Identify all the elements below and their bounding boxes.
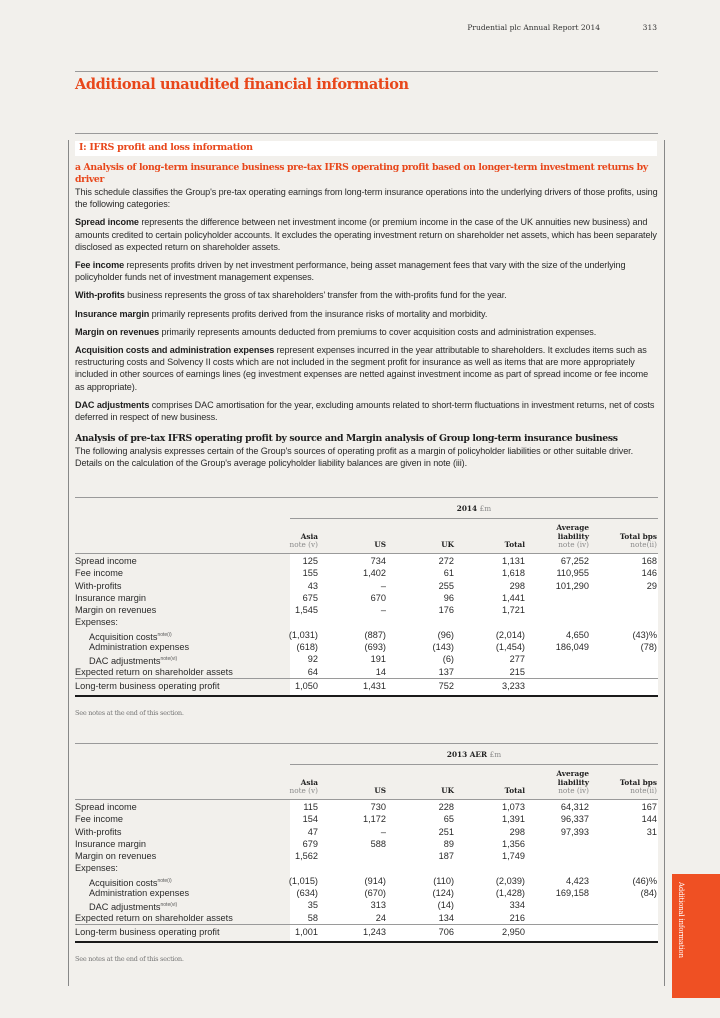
row-label-text: Fee income: [75, 568, 124, 579]
row-label-text: Spread income: [75, 556, 137, 566]
definition-text: represent expenses incurred in the year attributable to shareholders. It excludes items such as restructuring costs and Solvency II costs which are not included in the segment profit for insurance as well as items that are more appropriately included in other sources of earnings lines (eg investment expenses are netted against investment income as part of spread income or fee income as appropriate).: [75, 345, 649, 392]
table-body: [75, 554, 658, 678]
year-text: 2014: [456, 504, 478, 513]
year-label: [290, 504, 658, 513]
definition-text: primarily represents amounts deducted from premiums to cover acquisition costs and administration expenses.: [159, 326, 597, 337]
unit-label: £m: [479, 504, 492, 513]
column-label: US: [374, 786, 386, 796]
column-header: [258, 779, 318, 796]
page-title: Additional unaudited financial information: [75, 76, 409, 93]
cell-value: (46)%: [632, 875, 657, 886]
table-footnote: See notes at the end of this section.: [75, 954, 184, 963]
definition-term: DAC adjustments: [75, 399, 150, 410]
row-label: [89, 641, 189, 653]
cell-value: 675: [302, 592, 318, 603]
cell-value: 334: [509, 900, 525, 911]
cell-value: 89: [443, 838, 454, 849]
cell-value: 92: [307, 654, 318, 665]
divider: [75, 71, 658, 72]
cell-value: 251: [438, 826, 454, 837]
cell-value: 64: [307, 666, 318, 677]
column-header: [475, 787, 525, 796]
cell-value: 61: [443, 568, 454, 579]
total-row: [75, 678, 658, 697]
row-label: [75, 580, 121, 592]
column-header: [612, 779, 657, 796]
table-row: [75, 838, 658, 850]
cell-value: (110): [433, 875, 454, 886]
cell-value: 255: [438, 580, 454, 591]
table-row: [75, 592, 658, 604]
cell-value: 146: [641, 568, 657, 579]
column-header: [534, 524, 589, 550]
column-header: [612, 533, 657, 550]
definitions-list: [75, 216, 658, 423]
cell-value: (634): [296, 888, 318, 899]
cell-value: (914): [364, 875, 386, 886]
column-label: US: [374, 540, 386, 550]
definition-paragraph: [75, 326, 658, 338]
cell-value: 1,131: [502, 556, 525, 566]
total-label: Long-term business operating profit: [75, 926, 220, 937]
running-header: [0, 23, 720, 37]
definition-text: primarily represents profits derived from the insurance risks of mortality and morbidity.: [149, 308, 488, 319]
cell-value: 154: [302, 814, 318, 825]
page-number: 313: [642, 23, 657, 32]
row-label-text: Spread income: [75, 802, 137, 812]
definition-text: represents profits driven by net investment performance, being asset management fees that vary with the size of the underlying policyholder funds net of investment management expenses.: [75, 260, 626, 283]
row-label: [75, 801, 137, 813]
cell-value: 215: [509, 666, 525, 677]
table-row: [75, 850, 658, 862]
row-label-text: Expected return on shareholder assets: [75, 666, 233, 677]
table-2014: [75, 497, 658, 717]
subsection-heading: a Analysis of long-term insurance business pre-tax IFRS operating profit based on longer-term investment returns by driver: [75, 162, 648, 185]
row-note-ref: note(i): [157, 877, 172, 884]
row-label: [75, 912, 233, 924]
row-label: [75, 567, 123, 579]
column-note: note (iv): [558, 786, 589, 796]
row-label: [89, 887, 189, 899]
row-label-text: DAC adjustments: [89, 656, 161, 667]
year-text: 2013 AER: [446, 750, 488, 759]
cell-value: (43)%: [632, 629, 657, 640]
cell-value: 167: [641, 802, 657, 812]
row-label: [75, 666, 233, 678]
cell-value: 169,158: [555, 888, 589, 899]
column-label: Total: [504, 540, 525, 550]
row-label-text: Administration expenses: [89, 888, 190, 899]
cell-value: 1,391: [502, 814, 525, 825]
cell-value: 228: [438, 802, 454, 812]
row-label-text: Acquisition costs: [89, 631, 158, 642]
cell-value: (143): [432, 642, 454, 653]
definition-paragraph: [75, 399, 658, 423]
cell-value: (84): [640, 888, 657, 899]
cell-value: 137: [438, 666, 454, 677]
row-label-text: Expected return on shareholder assets: [75, 912, 233, 923]
cell-value: 1,721: [502, 605, 525, 616]
cell-value: 125: [302, 556, 318, 566]
row-note-ref: note(i): [157, 631, 172, 638]
row-label-text: Expenses:: [75, 863, 118, 874]
cell-value: (1,428): [495, 888, 525, 899]
row-label-text: Insurance margin: [75, 592, 146, 603]
row-label: [75, 813, 123, 825]
row-label: [75, 838, 146, 850]
cell-value: 187: [438, 851, 454, 862]
total-row: [75, 924, 658, 943]
row-label: [75, 616, 118, 628]
total-value: 2,950: [502, 926, 525, 937]
table-row: [75, 875, 658, 887]
cell-value: 31: [646, 826, 657, 837]
row-label-text: Insurance margin: [75, 838, 146, 849]
cell-value: 272: [438, 556, 454, 566]
total-value: 1,243: [363, 926, 386, 937]
row-label: [75, 555, 137, 567]
cell-value: (78): [640, 642, 657, 653]
cell-value: 216: [509, 912, 525, 923]
row-label: [75, 850, 156, 862]
cell-value: (887): [364, 629, 386, 640]
table-row: [75, 641, 658, 653]
definition-paragraph: [75, 308, 658, 320]
cell-value: 277: [509, 654, 525, 665]
table-row: [75, 616, 658, 628]
column-note: note(ii): [630, 786, 657, 796]
cell-value: 1,562: [295, 851, 318, 862]
column-header: [404, 541, 454, 550]
column-header: [475, 541, 525, 550]
column-note: note (iv): [558, 540, 589, 550]
table-row: [75, 813, 658, 825]
definition-term: Fee income: [75, 260, 125, 271]
cell-value: 4,650: [566, 629, 589, 640]
total-value: 1,050: [295, 680, 318, 691]
row-label: [75, 862, 118, 874]
definition-text: comprises DAC amortisation for the year, excluding amounts related to short-term fluctuations in investment returns, net of costs deferred in respect of new business.: [75, 399, 655, 423]
row-label-text: Margin on revenues: [75, 605, 157, 616]
cell-value: 186,049: [555, 642, 589, 653]
column-header: [534, 770, 589, 796]
table-row: [75, 899, 658, 911]
cell-value: 168: [641, 556, 657, 566]
cell-value: 29: [646, 580, 657, 591]
cell-value: –: [380, 580, 386, 591]
column-label: Average liability: [556, 769, 589, 787]
cell-value: 1,172: [363, 814, 386, 825]
publication-title: Prudential plc Annual Report 2014: [467, 23, 600, 32]
cell-value: 1,545: [295, 605, 318, 616]
table-2013: [75, 743, 658, 963]
table-row: [75, 653, 658, 665]
table-row: [75, 580, 658, 592]
cell-value: (14): [437, 900, 454, 911]
table-footnote: See notes at the end of this section.: [75, 708, 184, 717]
column-header: [336, 787, 386, 796]
total-value: 706: [438, 926, 454, 937]
cell-value: 58: [307, 912, 318, 923]
cell-value: (2,014): [495, 629, 525, 640]
cell-value: 47: [307, 826, 318, 837]
cell-value: 1,073: [502, 802, 525, 812]
year-header: [290, 498, 658, 519]
column-label: Average liability: [556, 523, 589, 541]
cell-value: 67,252: [560, 556, 589, 566]
cell-value: (6): [442, 654, 454, 665]
cell-value: 730: [370, 802, 386, 812]
definition-term: Margin on revenues: [75, 326, 160, 337]
definition-paragraph: [75, 344, 658, 393]
table-row: [75, 629, 658, 641]
cell-value: 14: [375, 666, 386, 677]
table-row: [75, 862, 658, 874]
cell-value: 43: [307, 580, 318, 591]
column-header: [336, 541, 386, 550]
table-row: [75, 567, 658, 579]
cell-value: 1,402: [363, 568, 386, 579]
cell-value: 670: [370, 592, 386, 603]
total-label: Long-term business operating profit: [75, 680, 220, 691]
definition-term: Insurance margin: [75, 308, 150, 319]
column-note: note (v): [289, 786, 318, 796]
row-label-text: Acquisition costs: [89, 877, 158, 888]
row-note-ref: note(vi): [160, 656, 178, 663]
side-tab-label: Additional information: [677, 882, 685, 958]
cell-value: 588: [370, 838, 386, 849]
row-label-text: With-profits: [75, 580, 122, 591]
column-label: UK: [441, 786, 454, 796]
definition-paragraph: [75, 289, 658, 301]
analysis-heading: Analysis of pre-tax IFRS operating profit by source and Margin analysis of Group long-term insurance business: [75, 433, 618, 445]
section-side-tab[interactable]: [672, 874, 720, 998]
cell-value: (2,039): [495, 875, 525, 886]
cell-value: 1,441: [502, 592, 525, 603]
cell-value: 155: [302, 568, 318, 579]
row-label-text: With-profits: [75, 826, 122, 837]
row-label: [75, 826, 121, 838]
cell-value: 65: [443, 814, 454, 825]
table-row: [75, 801, 658, 813]
row-label-text: Fee income: [75, 814, 124, 825]
definition-term: Spread income: [75, 217, 139, 228]
cell-value: 24: [375, 912, 386, 923]
row-label-text: Margin on revenues: [75, 851, 157, 862]
table-row: [75, 555, 658, 567]
cell-value: 298: [509, 826, 525, 837]
column-label: Total bps: [619, 777, 657, 787]
column-header: [404, 787, 454, 796]
cell-value: (618): [296, 642, 318, 653]
column-label: Asia: [300, 777, 318, 787]
column-header: [258, 533, 318, 550]
section-title: I: IFRS profit and loss information: [79, 142, 253, 153]
cell-value: 734: [370, 556, 386, 566]
column-label: Asia: [300, 531, 318, 541]
row-label: [75, 604, 156, 616]
cell-value: 144: [641, 814, 657, 825]
column-label: UK: [441, 540, 454, 550]
table-row: [75, 604, 658, 616]
row-label: [75, 592, 146, 604]
cell-value: 96: [443, 592, 454, 603]
cell-value: 191: [370, 654, 386, 665]
table-row: [75, 666, 658, 678]
column-note: note(ii): [630, 540, 657, 550]
cell-value: 298: [509, 580, 525, 591]
cell-value: 97,393: [560, 826, 589, 837]
total-value: 1,001: [295, 926, 318, 937]
analysis-intro: The following analysis expresses certain of the Group's sources of operating profit as a margin of policyholder liabilities or other suitable driver. Details on the calculation of the Group's average policyholder liability balances are given in note (iii).: [75, 446, 634, 469]
unit-label: £m: [489, 750, 502, 759]
definition-term: Acquisition costs and administration expenses: [75, 345, 275, 356]
definition-text: represents the difference between net investment income (or premium income in the case of the UK annuities new business) and amounts credited to certain policyholder accounts. It excludes the operating investment return on shareholder net assets, which has been separately disclosed as expected return on shareholder assets.: [75, 217, 657, 252]
cell-value: 64,312: [560, 802, 589, 812]
cell-value: 313: [370, 900, 386, 911]
intro-paragraph: This schedule classifies the Group's pre-tax operating earnings from long-term insurance operations into the underlying drivers of those profits, using the following categories:: [75, 187, 658, 210]
cell-value: (1,454): [495, 642, 525, 653]
cell-value: (1,015): [288, 875, 318, 886]
table-row: [75, 887, 658, 899]
section-heading-band: [75, 141, 657, 156]
total-value: 3,233: [502, 680, 525, 691]
cell-value: 1,749: [502, 851, 525, 862]
cell-value: (670): [364, 888, 386, 899]
column-label: Total bps: [619, 531, 657, 541]
cell-value: 134: [438, 912, 454, 923]
text-content: [75, 162, 658, 476]
cell-value: 176: [438, 605, 454, 616]
cell-value: 101,290: [555, 580, 589, 591]
divider: [75, 133, 658, 134]
column-headers: [75, 519, 658, 554]
definition-paragraph: [75, 259, 658, 283]
cell-value: 4,423: [566, 875, 589, 886]
column-note: note (v): [289, 540, 318, 550]
table-row: [75, 826, 658, 838]
cell-value: (1,031): [288, 629, 318, 640]
definition-term: With-profits: [75, 290, 125, 301]
cell-value: 115: [303, 802, 318, 812]
cell-value: 96,337: [560, 814, 589, 825]
table-row: [75, 912, 658, 924]
cell-value: 35: [307, 900, 318, 911]
table-body: [75, 800, 658, 924]
year-header: [290, 744, 658, 765]
row-note-ref: note(vi): [160, 902, 178, 909]
row-label-text: DAC adjustments: [89, 902, 161, 913]
cell-value: –: [380, 605, 386, 616]
cell-value: (124): [432, 888, 454, 899]
column-headers: [75, 765, 658, 800]
cell-value: 679: [302, 838, 318, 849]
cell-value: (96): [437, 629, 454, 640]
column-label: Total: [504, 786, 525, 796]
cell-value: (693): [364, 642, 386, 653]
year-label: [290, 750, 658, 759]
cell-value: –: [380, 826, 386, 837]
definition-paragraph: [75, 216, 658, 253]
total-value: 752: [438, 680, 454, 691]
cell-value: 1,356: [502, 838, 525, 849]
cell-value: 110,955: [556, 568, 589, 579]
row-label-text: Expenses:: [75, 617, 118, 628]
cell-value: 1,618: [502, 568, 525, 579]
total-value: 1,431: [363, 680, 386, 691]
definition-text: business represents the gross of tax shareholders' transfer from the with-profits fund for the year.: [124, 290, 507, 301]
row-label-text: Administration expenses: [89, 642, 190, 653]
